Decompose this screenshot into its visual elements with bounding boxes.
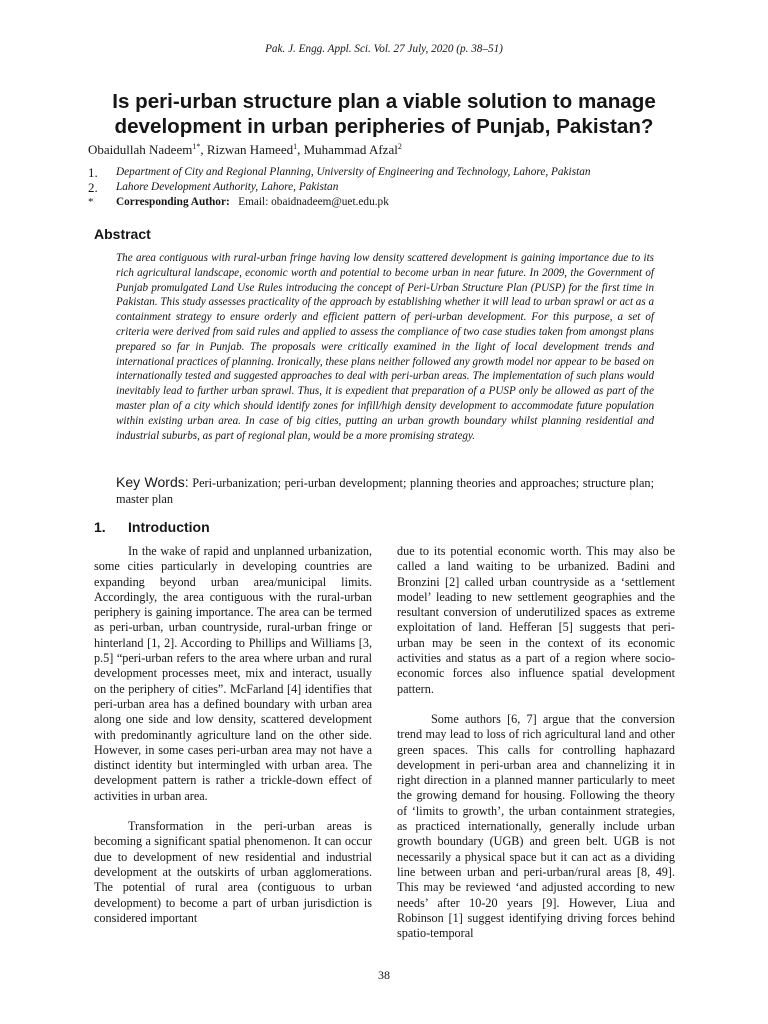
corresponding-line	[116, 196, 389, 208]
author-affiliation-marker: 2	[397, 142, 402, 151]
abstract-heading: Abstract	[94, 226, 151, 242]
keywords-label: Key Words:	[116, 474, 189, 490]
affiliation-text: Department of City and Regional Planning, University of Engineering and Technology, Lahore, Pakistan	[116, 166, 591, 178]
author-name: Obaidullah Nadeem	[88, 142, 193, 157]
body-paragraph: due to its potential economic worth. This may also be called a land waiting to be urbanized. Badini and Bronzini [2] called urban countryside as a ‘settlement model’ leading to new settlement geographies and the resultant conversion of underutilized spaces as extreme exploitation of land. Hefferan [5] suggests that peri-urban may be seen in the context of its economic activities and status as a part of a region where socio-economic forces also influence spatial development pattern.	[397, 544, 675, 696]
page-number: 38	[378, 968, 390, 982]
affiliation-marker: 2.	[88, 180, 98, 195]
body-paragraph: In the wake of rapid and unplanned urbanization, some cities particularly in developing countries are expanding beyond urban area/municipal limits. Accordingly, the area contiguous with the rural-urban periphery is gaining importance. The area can be termed as peri-urban, urban countryside, rural-urban fringe or hinterland [1, 2]. According to Phillips and Williams [3, p.5] “peri-urban refers to the area where urban and rural development processes meet, mix and interact, usually on the periphery of cities”. McFarland [4] identifies that peri-urban area has a defined boundary with urban area along one side and low density, scattered development with predominantly agriculture land on the other side. However, in some cases peri-urban area may not have a distinct identity but intermingled with urban area. The development pattern is rather a trickle-down effect of activities in urban area.	[94, 544, 372, 803]
section-title: Introduction	[128, 519, 210, 535]
body-paragraph: Transformation in the peri-urban areas is becoming a significant spatial phenomenon. It can occur due to development of new residential and industrial development at the outskirts of urban agglomerations. The potential of rural area (contiguous to urban development) to become a part of urban jurisdiction is considered important	[94, 819, 372, 925]
author-list: Obaidullah Nadeem$^{1*}$, Rizwan Hameed$^1$, Muhammad Afzal$^2$	[88, 142, 402, 157]
corresponding-label: Corresponding Author:	[116, 196, 230, 208]
author-name: Muhammad Afzal	[303, 142, 398, 157]
affiliation-marker: 1.	[88, 165, 98, 180]
paper-title: Is peri-urban structure plan a viable solution to manage development in urban peripheries of Punjab, Pakistan?	[112, 90, 656, 138]
keywords	[116, 474, 654, 507]
author-affiliation-marker: 1	[293, 142, 298, 151]
left-column	[94, 544, 372, 926]
section-heading-introduction	[94, 519, 210, 535]
author-name: Rizwan Hameed	[206, 142, 294, 157]
abstract-text: The area contiguous with rural-urban fringe having low density scattered development is gaining importance due to its rich agricultural landscape, economic worth and potential to become urban in near future. In 2009, the Government of Punjab promulgated Land Use Rules introducing the concept of Peri-Urban Structure Plan (PUSP) for the first time in Pakistan. This study assesses practicality of the approach by establishing whether it will lead to urban sprawl or act as a containment strategy to ensure orderly and efficient pattern of peri-urban development. For this purpose, a set of criteria were derived from said rules and applied to assess the compliance of two case studies taken from amongst plans prepared so far in Punjab. The proposals were critically examined in the light of local development trends and international practices of planning. Ironically, these plans neither followed any growth model nor appear to be based on internationally tested and suggested approaches to deal with peri-urban areas. The implementation of such plans would inevitably lead to further urban sprawl. Thus, it is expedient that preparation of a PUSP only be allowed as part of the master plan of a city which should identify zones for infill/high density development to accommodate future population within existing urban area. In case of big cities, putting an urban growth boundary whilst planning residential and industrial suburbs, as part of regional plan, would be a more promising strategy.	[116, 252, 654, 442]
author-affiliation-marker: 1*	[192, 142, 201, 151]
journal-citation: Pak. J. Engg. Appl. Sci. Vol. 27 July, 2020 (p. 38–51)	[265, 43, 503, 55]
section-number: 1.	[94, 519, 106, 535]
body-paragraph: Some authors [6, 7] argue that the conversion trend may lead to loss of rich agricultural land and other green spaces. This calls for controlling haphazard development in peri-urban area and channelizing it in right direction in a planned manner particularly to meet the growing demand for housing. Following the theory of ‘limits to growth’, the urban containment strategies, as practiced internationally, generally include urban growth boundary (UGB) and green belt. UGB is not necessarily a physical space but it can act as a dividing line between urban and peri-urban/rural areas [8, 49]. This may be reviewed ‘and adjusted according to new needs’ after 10-20 years [9]. However, Liua and Robinson [1] suggest identifying driving forces behind spatio-temporal	[397, 711, 675, 941]
right-column	[397, 544, 675, 941]
affiliation-text: Lahore Development Authority, Lahore, Pakistan	[116, 181, 339, 193]
corresponding-marker: *	[88, 196, 94, 208]
keywords-text: Peri-urbanization; peri-urban development; planning theories and approaches; structure plan; master plan	[116, 476, 654, 506]
corresponding-email: Email: obaidnadeem@uet.edu.pk	[238, 196, 389, 208]
